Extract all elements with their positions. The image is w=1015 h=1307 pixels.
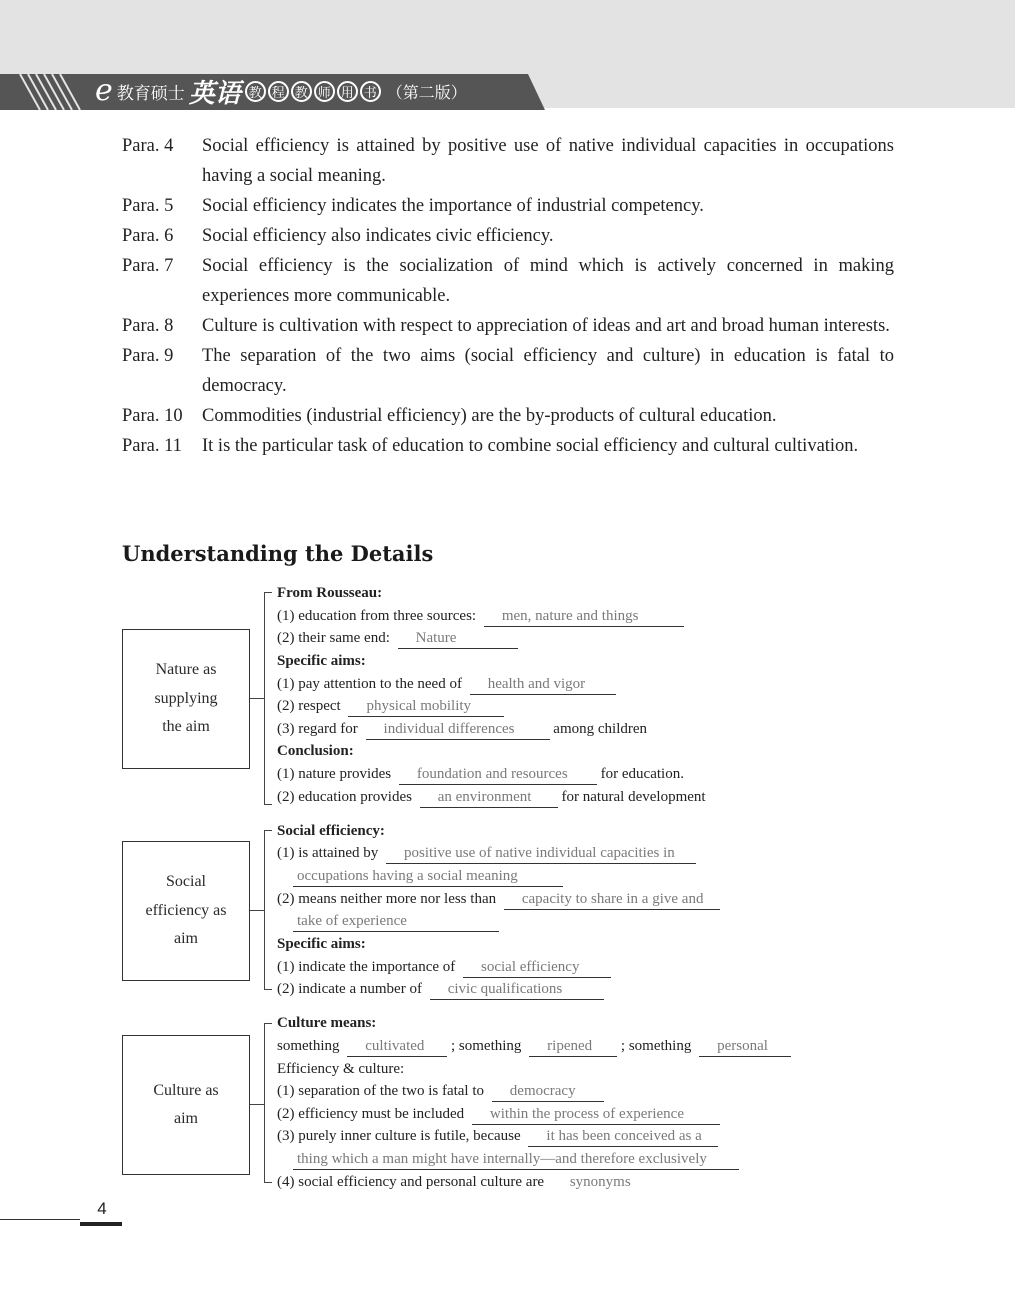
- answer-blank: individual differences: [366, 720, 550, 740]
- detail-line: [277, 1036, 791, 1057]
- para-label: Para. 11: [122, 436, 182, 456]
- answer-blank: democracy: [492, 1082, 604, 1102]
- page-number-bar: [80, 1222, 122, 1226]
- para-text: Social efficiency is attained by positive use of native individual capacities in occupations having a social meaning.: [202, 136, 894, 186]
- detail-line: [277, 979, 604, 1000]
- list-item: [122, 131, 894, 191]
- detail-line: [293, 1149, 739, 1170]
- para-text: Social efficiency indicates the importance of industrial competency.: [202, 196, 704, 216]
- box-line: Culture as: [153, 1081, 219, 1099]
- para-label: Para. 7: [122, 256, 174, 276]
- answer-blank: health and vigor: [470, 675, 616, 695]
- detail-line: [277, 628, 518, 649]
- detail-line: [293, 866, 563, 887]
- header-circled-char: 程: [268, 81, 289, 102]
- detail-line: [277, 843, 696, 864]
- list-item: [122, 221, 894, 251]
- heading: From Rousseau:: [277, 585, 383, 601]
- para-text: Social efficiency is the socialization of mind which is actively concerned in making experiences more communicable.: [202, 256, 894, 306]
- answer-blank: within the process of experience: [472, 1105, 720, 1125]
- heading: Specific aims:: [277, 653, 366, 669]
- detail-line: [277, 1126, 718, 1147]
- line-text: (2) indicate a number of: [277, 981, 422, 997]
- page-header: [0, 0, 1015, 108]
- header-circled-char: 教: [291, 81, 312, 102]
- line-text: (1) pay attention to the need of: [277, 676, 462, 692]
- bracket: [264, 592, 272, 805]
- box-line: efficiency as: [145, 901, 227, 919]
- line-text: ; something: [451, 1038, 522, 1054]
- answer-blank: capacity to share in a give and: [504, 890, 720, 910]
- bracket: [264, 1023, 272, 1183]
- line-text: (4) social efficiency and personal culture are: [277, 1174, 545, 1190]
- detail-line: [277, 674, 616, 695]
- line-text: (1) education from three sources:: [277, 608, 477, 624]
- detail-line: [277, 764, 684, 785]
- para-text: Social efficiency also indicates civic efficiency.: [202, 226, 554, 246]
- answer-blank: men, nature and things: [484, 607, 684, 627]
- list-item: [122, 311, 894, 341]
- line-text: among children: [553, 721, 648, 737]
- answer-blank: Nature: [398, 629, 518, 649]
- answer-blank: social efficiency: [463, 958, 611, 978]
- detail-line: [277, 889, 720, 910]
- page-number: 4: [97, 1199, 107, 1218]
- list-item: [122, 341, 894, 401]
- heading: Conclusion:: [277, 743, 354, 759]
- answer-blank: take of experience: [293, 912, 499, 932]
- line-text: (2) education provides: [277, 789, 412, 805]
- detail-line: [277, 957, 611, 978]
- header-circled-char: 用: [337, 81, 358, 102]
- line-text: for natural development: [561, 789, 706, 805]
- header-title: [95, 73, 467, 109]
- answer-blank: synonyms: [569, 1174, 631, 1190]
- connector-line: [250, 698, 264, 699]
- line-text: for education.: [600, 766, 684, 782]
- social-efficiency-box: [122, 841, 250, 981]
- line-text: (1) is attained by: [277, 845, 379, 861]
- line-text: ; something: [620, 1038, 692, 1054]
- line-text: (3) purely inner culture is futile, because: [277, 1128, 521, 1144]
- header-circled-char: 教: [245, 81, 266, 102]
- line-text: (3) regard for: [277, 721, 358, 737]
- header-circled-title: [245, 81, 381, 102]
- detail-line: [277, 606, 684, 627]
- header-title-small: 教育硕士: [116, 83, 185, 104]
- line-text: something: [277, 1038, 340, 1054]
- box-line: aim: [174, 930, 198, 948]
- line-text: (2) their same end:: [277, 630, 390, 646]
- box-line: Social: [166, 873, 206, 891]
- header-edition: （第二版）: [386, 82, 467, 102]
- detail-line: [277, 719, 647, 740]
- header-circled-char: 书: [360, 81, 381, 102]
- bracket: [264, 830, 272, 990]
- answer-blank: physical mobility: [348, 697, 504, 717]
- connector-line: [250, 910, 264, 911]
- header-title-big: 英语: [188, 78, 241, 109]
- answer-blank: thing which a man might have internally—and therefore exclusively: [293, 1150, 739, 1170]
- detail-line: [277, 1172, 652, 1192]
- answer-blank: ripened: [529, 1037, 617, 1057]
- header-circled-char: 师: [314, 81, 335, 102]
- box-line: aim: [173, 1110, 198, 1127]
- answer-blank: cultivated: [347, 1037, 447, 1057]
- answer-blank: civic qualifications: [430, 980, 604, 1000]
- answer-blank: positive use of native individual capacities in: [386, 844, 696, 864]
- answer-blank: an environment: [420, 788, 558, 808]
- culture-box: [122, 1035, 250, 1175]
- detail-line: [277, 787, 706, 808]
- section-title: Understanding the Details: [122, 541, 434, 566]
- paragraph-summary-list: [122, 131, 894, 461]
- list-item: [122, 401, 894, 431]
- para-label: Para. 9: [122, 346, 174, 366]
- list-item: [122, 431, 894, 461]
- heading: Specific aims:: [277, 936, 366, 952]
- heading: Efficiency & culture:: [277, 1061, 405, 1077]
- detail-line: [293, 911, 499, 932]
- list-item: [122, 251, 894, 311]
- answer-blank: personal: [699, 1037, 791, 1057]
- answer-blank: foundation and resources: [399, 765, 597, 785]
- box-line: the aim: [162, 718, 210, 736]
- box-line: supplying: [154, 689, 218, 707]
- answer-blank: it has been conceived as a: [528, 1127, 718, 1147]
- para-label: Para. 5: [122, 196, 174, 216]
- para-text: Commodities (industrial efficiency) are the by-products of cultural education.: [202, 406, 777, 426]
- para-label: Para. 8: [122, 316, 174, 336]
- heading: Social efficiency:: [277, 823, 385, 839]
- answer-blank: occupations having a social meaning: [293, 867, 563, 887]
- page-footer-rule: [0, 1219, 80, 1220]
- line-text: (2) means neither more nor less than: [277, 891, 497, 907]
- list-item: [122, 191, 894, 221]
- heading: Culture means:: [277, 1015, 377, 1031]
- para-label: Para. 6: [122, 226, 174, 246]
- para-text: The separation of the two aims (social efficiency and culture) in education is fatal to democracy.: [202, 346, 894, 396]
- detail-line: [277, 1081, 604, 1102]
- detail-line: [277, 1104, 720, 1125]
- para-label: Para. 10: [122, 406, 183, 426]
- connector-line: [250, 1104, 264, 1105]
- line-text: (1) nature provides: [277, 766, 392, 782]
- nature-box: [122, 629, 250, 769]
- para-text: Culture is cultivation with respect to appreciation of ideas and art and broad human interests.: [202, 316, 890, 336]
- line-text: (2) efficiency must be included: [277, 1106, 465, 1122]
- line-text: (1) indicate the importance of: [277, 959, 456, 975]
- detail-line: [277, 696, 504, 717]
- para-label: Para. 4: [122, 136, 174, 156]
- line-text: (2) respect: [277, 698, 341, 714]
- line-text: (1) separation of the two is fatal to: [277, 1083, 485, 1099]
- para-text: It is the particular task of education to combine social efficiency and cultural cultivation.: [202, 436, 859, 456]
- box-line: Nature as: [155, 661, 217, 679]
- header-logo: e: [95, 73, 113, 108]
